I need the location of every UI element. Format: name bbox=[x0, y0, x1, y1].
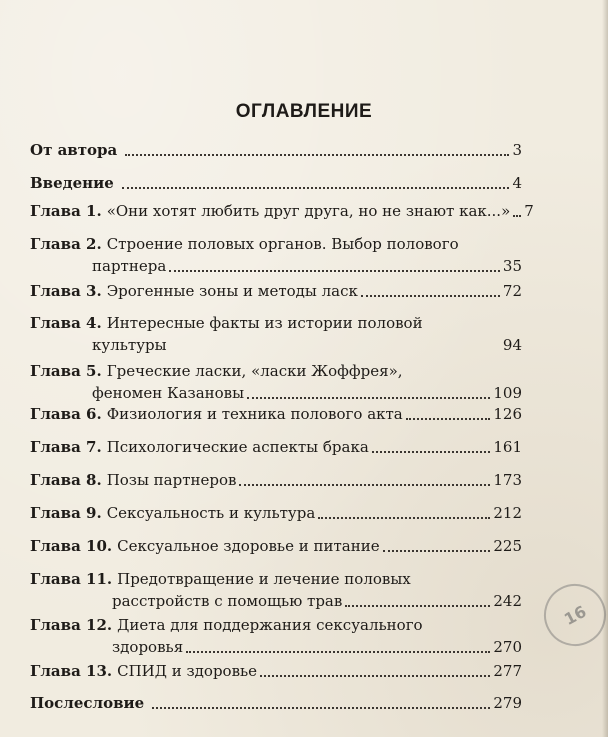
toc-entry-page: 72 bbox=[502, 282, 522, 300]
dot-leader bbox=[170, 349, 500, 351]
toc-entry-chapter-4[interactable] bbox=[30, 312, 522, 356]
toc-entry-chapter-6[interactable] bbox=[30, 403, 522, 425]
toc-entry-label: Глава 13. bbox=[30, 662, 113, 680]
toc-entry-page: 126 bbox=[493, 405, 522, 423]
dot-leader bbox=[361, 295, 500, 297]
toc-entry-title: Позы партнеров bbox=[106, 471, 237, 489]
toc-entry-chapter-12[interactable] bbox=[30, 614, 522, 658]
toc-entry-introduction[interactable] bbox=[30, 172, 522, 194]
toc-entry-label: Глава 9. bbox=[30, 504, 102, 522]
toc-entry-label: Глава 4. bbox=[30, 314, 102, 332]
toc-entry-chapter-2[interactable] bbox=[30, 233, 522, 277]
toc-entry-label: Глава 7. bbox=[30, 438, 102, 456]
toc-entry-label: Глава 5. bbox=[30, 362, 102, 380]
toc-entry-page: 94 bbox=[502, 336, 522, 354]
toc-entry-page: 225 bbox=[493, 537, 522, 555]
toc-entry-label: Глава 8. bbox=[30, 471, 102, 489]
toc-entry-afterword[interactable] bbox=[30, 692, 522, 714]
toc-entry-foreword[interactable] bbox=[30, 139, 522, 161]
toc-entry-title-continued: партнера bbox=[92, 257, 167, 275]
dot-leader bbox=[239, 484, 490, 486]
toc-entry-title: Физиология и техника полового акта bbox=[106, 405, 403, 423]
dot-leader bbox=[152, 707, 490, 709]
dot-leader bbox=[186, 651, 490, 653]
toc-entry-page: 270 bbox=[493, 638, 522, 656]
toc-entry-chapter-1[interactable] bbox=[30, 200, 534, 222]
toc-entry-page: 279 bbox=[493, 694, 522, 712]
toc-entry-title: «Они хотят любить друг друга, но не знают как...» bbox=[106, 202, 511, 220]
toc-entry-title: Эрогенные зоны и методы ласк bbox=[106, 282, 358, 300]
toc-entry-title: Сексуальное здоровье и питание bbox=[117, 537, 380, 555]
toc-entry-label: Глава 6. bbox=[30, 405, 102, 423]
toc-entry-chapter-9[interactable] bbox=[30, 502, 522, 524]
toc-entry-title: Строение половых органов. Выбор полового bbox=[106, 235, 459, 253]
toc-entry-chapter-3[interactable] bbox=[30, 280, 522, 302]
toc-entry-label: Введение bbox=[30, 174, 114, 192]
toc-entry-page: 173 bbox=[493, 471, 522, 489]
toc-entry-page: 109 bbox=[493, 384, 522, 402]
toc-entry-page: 3 bbox=[512, 141, 522, 159]
toc-entry-title: Предотвращение и лечение половых bbox=[117, 570, 411, 588]
dot-leader bbox=[383, 550, 491, 552]
toc-entry-chapter-11[interactable] bbox=[30, 568, 522, 612]
dot-leader bbox=[260, 675, 490, 677]
dot-leader bbox=[513, 215, 521, 217]
toc-entry-title-continued: культуры bbox=[92, 336, 167, 354]
dot-leader bbox=[372, 451, 491, 453]
toc-entry-title: Психологические аспекты брака bbox=[106, 438, 369, 456]
toc-entry-page: 212 bbox=[493, 504, 522, 522]
toc-entry-chapter-10[interactable] bbox=[30, 535, 522, 557]
page-title: ОГЛАВЛЕНИЕ bbox=[235, 101, 373, 122]
toc-entry-title: Интересные факты из истории половой bbox=[106, 314, 423, 332]
toc-entry-chapter-8[interactable] bbox=[30, 469, 522, 491]
toc-entry-page: 242 bbox=[493, 592, 522, 610]
dot-leader bbox=[125, 154, 509, 156]
toc-entry-page: 4 bbox=[512, 174, 522, 192]
dot-leader bbox=[247, 397, 490, 399]
toc-entry-label: Глава 1. bbox=[30, 202, 102, 220]
dot-leader bbox=[345, 605, 490, 607]
page-edge-shadow bbox=[602, 0, 608, 737]
toc-entry-title-continued: здоровья bbox=[112, 638, 184, 656]
toc-entry-label: От автора bbox=[30, 141, 118, 159]
dot-leader bbox=[318, 517, 490, 519]
dot-leader bbox=[122, 187, 510, 189]
toc-entry-title-continued: феномен Казановы bbox=[92, 384, 245, 402]
toc-entry-chapter-7[interactable] bbox=[30, 436, 522, 458]
toc-entry-label: Глава 3. bbox=[30, 282, 102, 300]
toc-entry-chapter-13[interactable] bbox=[30, 660, 522, 682]
dot-leader bbox=[169, 270, 500, 272]
toc-entry-title: Сексуальность и культура bbox=[106, 504, 316, 522]
toc-entry-label: Глава 11. bbox=[30, 570, 113, 588]
toc-entry-title: Греческие ласки, «ласки Жоффрея», bbox=[106, 362, 403, 380]
toc-entry-page: 161 bbox=[493, 438, 522, 456]
toc-entry-title-continued: расстройств с помощью трав bbox=[112, 592, 343, 610]
toc-entry-page: 35 bbox=[502, 257, 522, 275]
toc-entry-label: Послесловие bbox=[30, 694, 145, 712]
toc-entry-label: Глава 12. bbox=[30, 616, 113, 634]
toc-entry-chapter-5[interactable] bbox=[30, 360, 522, 404]
toc-entry-page: 7 bbox=[524, 202, 534, 220]
toc-entry-title: СПИД и здоровье bbox=[117, 662, 258, 680]
dot-leader bbox=[406, 418, 491, 420]
toc-entry-label: Глава 10. bbox=[30, 537, 113, 555]
toc-entry-title: Диета для поддержания сексуального bbox=[117, 616, 423, 634]
toc-entry-label: Глава 2. bbox=[30, 235, 102, 253]
toc-entry-page: 277 bbox=[493, 662, 522, 680]
library-stamp: 16 bbox=[533, 573, 608, 657]
